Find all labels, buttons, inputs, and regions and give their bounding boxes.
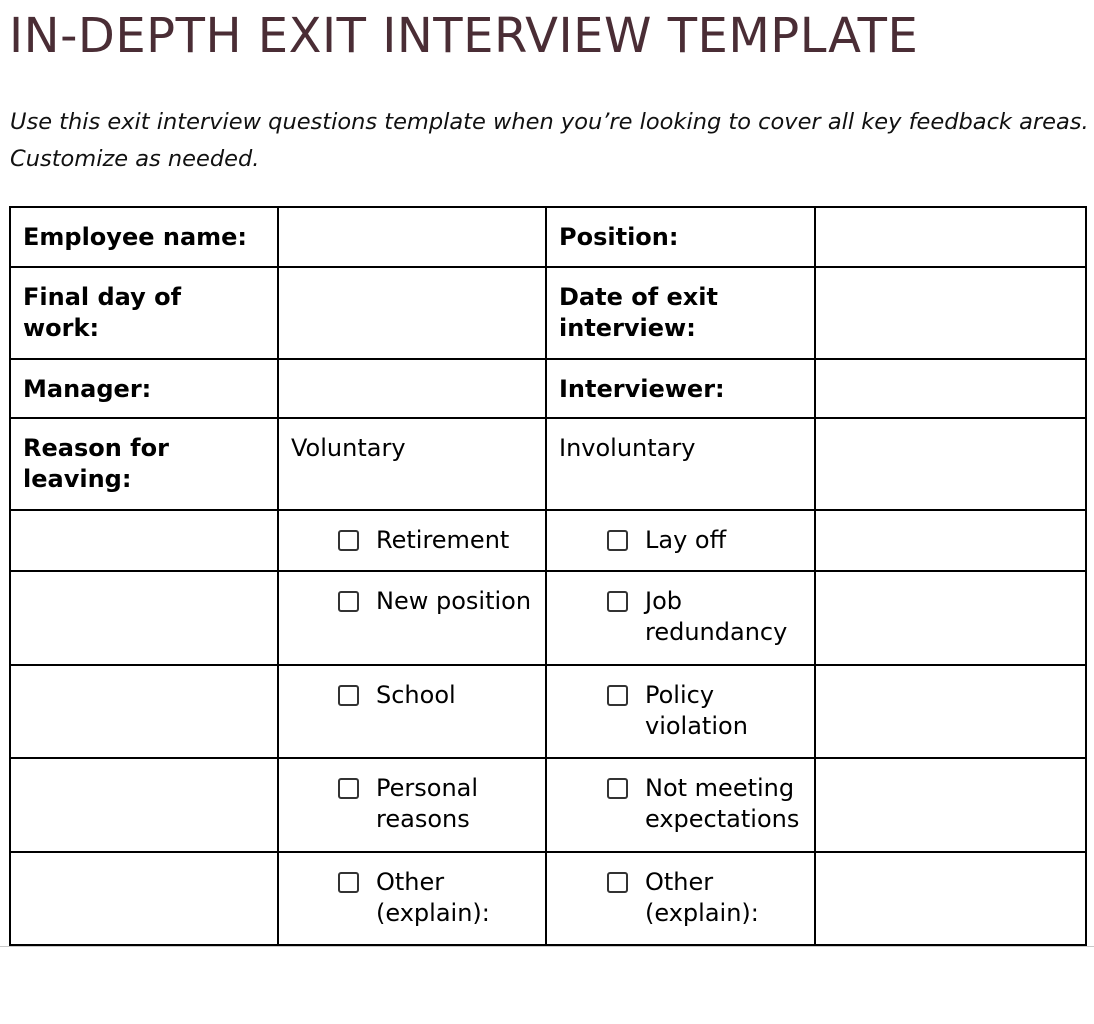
option-row [10, 852, 1086, 945]
row-reason [10, 418, 1086, 510]
position-field[interactable] [815, 207, 1086, 267]
option-row-notes[interactable] [815, 758, 1086, 852]
employee-name-field[interactable] [278, 207, 546, 267]
checkbox-icon[interactable] [338, 685, 359, 706]
checkbox-icon[interactable] [338, 591, 359, 612]
interviewer-label: Interviewer: [546, 359, 815, 418]
checkbox-icon[interactable] [607, 685, 628, 706]
checkbox-label: Policy violation [645, 681, 748, 740]
checkbox-label: Personal reasons [376, 774, 479, 833]
checkbox-icon[interactable] [338, 872, 359, 893]
checkbox-lay-off[interactable] [559, 525, 802, 556]
checkbox-icon[interactable] [607, 591, 628, 612]
option-row [10, 571, 1086, 665]
checkbox-retirement[interactable] [291, 525, 533, 556]
checkbox-label: School [376, 681, 456, 709]
exit-date-field[interactable] [815, 267, 1086, 359]
option-row-notes[interactable] [815, 510, 1086, 571]
option-row-notes[interactable] [815, 852, 1086, 945]
page-title: IN-DEPTH EXIT INTERVIEW TEMPLATE [9, 8, 919, 64]
checkbox-personal-reasons[interactable] [291, 773, 533, 835]
checkbox-job-redundancy[interactable] [559, 586, 802, 648]
checkbox-other-voluntary[interactable] [291, 867, 533, 929]
exit-interview-form-table [9, 206, 1087, 946]
manager-field[interactable] [278, 359, 546, 418]
option-row-blank [10, 510, 278, 571]
option-row-blank [10, 571, 278, 665]
reason-notes-field[interactable] [815, 418, 1086, 510]
checkbox-label: Other (explain): [376, 868, 490, 927]
voluntary-heading: Voluntary [278, 418, 546, 510]
reason-label: Reason for leaving: [10, 418, 278, 510]
checkbox-school[interactable] [291, 680, 533, 711]
option-row-blank [10, 852, 278, 945]
checkbox-icon[interactable] [607, 872, 628, 893]
checkbox-label: Retirement [376, 526, 510, 554]
exit-date-label: Date of exit interview: [546, 267, 815, 359]
final-day-label: Final day of work: [10, 267, 278, 359]
checkbox-label: New position [376, 587, 532, 615]
option-row-blank [10, 665, 278, 758]
row-dates [10, 267, 1086, 359]
row-manager [10, 359, 1086, 418]
option-row [10, 665, 1086, 758]
final-day-field[interactable] [278, 267, 546, 359]
checkbox-label: Job redundancy [645, 587, 788, 646]
checkbox-new-position[interactable] [291, 586, 533, 617]
interviewer-field[interactable] [815, 359, 1086, 418]
option-row [10, 510, 1086, 571]
row-employee [10, 207, 1086, 267]
page-bottom-divider [0, 946, 1094, 947]
checkbox-icon[interactable] [607, 530, 628, 551]
checkbox-label: Other (explain): [645, 868, 759, 927]
checkbox-not-meeting-expectations[interactable] [559, 773, 802, 835]
checkbox-label: Not meeting expectations [645, 774, 800, 833]
checkbox-other-involuntary[interactable] [559, 867, 802, 929]
position-label: Position: [546, 207, 815, 267]
checkbox-label: Lay off [645, 526, 727, 554]
option-row-blank [10, 758, 278, 852]
employee-name-label: Employee name: [10, 207, 278, 267]
checkbox-policy-violation[interactable] [559, 680, 802, 742]
checkbox-icon[interactable] [607, 778, 628, 799]
manager-label: Manager: [10, 359, 278, 418]
option-row-notes[interactable] [815, 665, 1086, 758]
page-subtitle: Use this exit interview questions template when you’re looking to cover all key feedback areas. Customize as needed. [10, 109, 1089, 172]
checkbox-icon[interactable] [338, 530, 359, 551]
checkbox-icon[interactable] [338, 778, 359, 799]
option-row-notes[interactable] [815, 571, 1086, 665]
option-row [10, 758, 1086, 852]
involuntary-heading: Involuntary [546, 418, 815, 510]
